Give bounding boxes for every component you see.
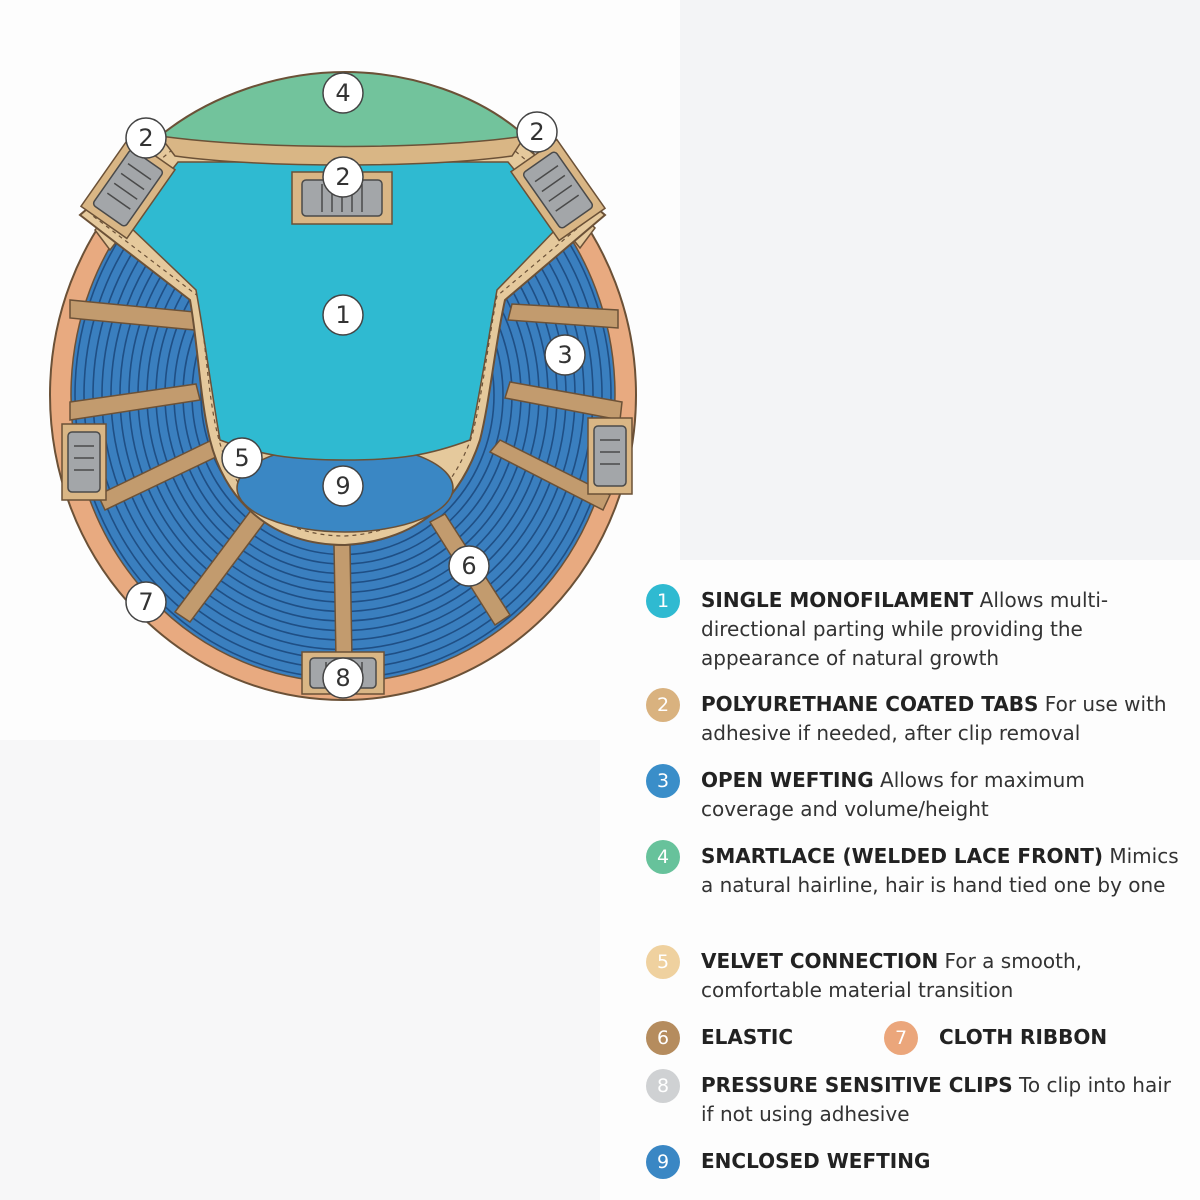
legend-desc: For use with adhesive if needed, after clip removal <box>701 692 1167 745</box>
svg-text:2: 2 <box>529 118 545 146</box>
svg-text:8: 8 <box>335 664 351 692</box>
legend-item-tabs <box>646 690 1181 748</box>
callout-4 <box>323 73 363 113</box>
callout-1 <box>323 295 363 335</box>
legend-number-icon: 8 <box>646 1069 680 1103</box>
legend-title: OPEN WEFTING <box>701 768 874 792</box>
svg-text:3: 3 <box>557 341 573 369</box>
legend-desc: To clip into hair if not using adhesive <box>701 1073 1171 1126</box>
callout-6 <box>449 546 489 586</box>
callout-5 <box>222 438 262 478</box>
svg-text:6: 6 <box>461 552 477 580</box>
legend-desc: Allows multi-directional parting while providing the appearance of natural growth <box>701 588 1109 670</box>
svg-text:2: 2 <box>138 124 154 152</box>
callout-2-left <box>126 118 166 158</box>
legend-item-open-wefting <box>646 766 1181 824</box>
legend-title: SINGLE MONOFILAMENT <box>701 588 974 612</box>
svg-text:2: 2 <box>335 163 351 191</box>
legend-item-clips <box>646 1071 1181 1129</box>
legend-title: ENCLOSED WEFTING <box>701 1149 931 1173</box>
legend-number-icon: 2 <box>646 688 680 722</box>
background-panel <box>0 740 600 1200</box>
legend-title: VELVET CONNECTION <box>701 949 939 973</box>
legend-number-icon: 3 <box>646 764 680 798</box>
callout-3 <box>545 335 585 375</box>
legend-title: PRESSURE SENSITIVE CLIPS <box>701 1073 1013 1097</box>
svg-text:9: 9 <box>335 472 351 500</box>
legend-number-icon: 6 <box>646 1021 680 1055</box>
legend-number-icon: 5 <box>646 945 680 979</box>
callout-7 <box>126 582 166 622</box>
legend-item-smartlace <box>646 842 1181 900</box>
legend-item-monofilament <box>646 586 1181 673</box>
legend-number-icon: 9 <box>646 1145 680 1179</box>
callout-2-right <box>517 112 557 152</box>
legend-title: POLYURETHANE COATED TABS <box>701 692 1039 716</box>
svg-text:7: 7 <box>138 588 154 616</box>
background-panel <box>680 0 1200 560</box>
legend-desc: Allows for maximum coverage and volume/height <box>701 768 1085 821</box>
legend-item-elastic <box>646 1023 871 1055</box>
legend-number-icon: 4 <box>646 840 680 874</box>
legend-title: ELASTIC <box>701 1025 794 1049</box>
legend-item-cloth-ribbon <box>884 1023 1179 1055</box>
callout-9 <box>323 466 363 506</box>
svg-text:1: 1 <box>335 301 351 329</box>
legend-title: SMARTLACE (WELDED LACE FRONT) <box>701 844 1104 868</box>
legend-title: CLOTH RIBBON <box>939 1025 1108 1049</box>
svg-text:5: 5 <box>234 444 250 472</box>
legend-desc: Mimics a natural hairline, hair is hand tied one by one <box>701 844 1179 897</box>
legend-desc: For a smooth, comfortable material transition <box>701 949 1083 1002</box>
legend-item-velvet <box>646 947 1181 1005</box>
legend-number-icon: 7 <box>884 1021 918 1055</box>
legend-item-enclosed-wefting <box>646 1147 1181 1179</box>
legend-number-icon: 1 <box>646 584 680 618</box>
svg-text:4: 4 <box>335 79 351 107</box>
callout-2-center <box>323 157 363 197</box>
callout-8 <box>323 658 363 698</box>
wig-cap-diagram <box>0 0 700 720</box>
